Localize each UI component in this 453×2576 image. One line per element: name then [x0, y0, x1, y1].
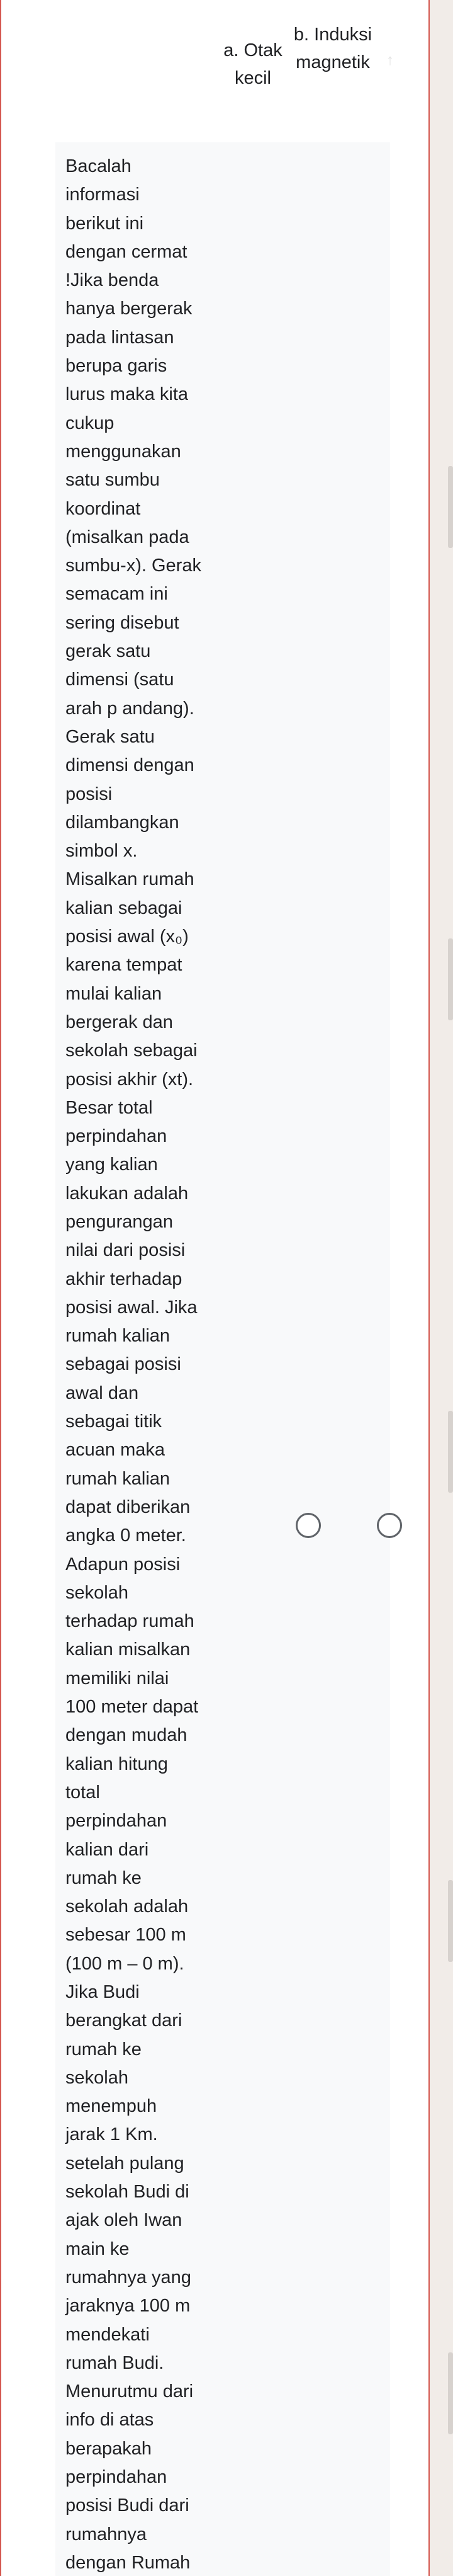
- question-line: pengurangan: [65, 1211, 173, 1232]
- question-line: sebagai titik: [65, 1411, 162, 1432]
- question-line: Menurutmu dari: [65, 2381, 194, 2402]
- scrollbar-track[interactable]: [440, 0, 453, 2576]
- question-line: rumah ke: [65, 1867, 142, 1888]
- question-line: jaraknya 100 m: [65, 2296, 191, 2317]
- question-line: kalian sebagai: [65, 898, 182, 918]
- question-line: karena tempat: [65, 955, 182, 976]
- question-line: menempuh: [65, 2096, 157, 2117]
- question-line: rumahnya yang: [65, 2267, 191, 2288]
- question-line: rumah Budi.: [65, 2352, 164, 2373]
- question-line: Besar total: [65, 1097, 153, 1118]
- question-line: yang kalian: [65, 1154, 158, 1175]
- question-line: semacam ini: [65, 584, 168, 605]
- question-line: sering disebut: [65, 612, 179, 633]
- question-line: berapakah: [65, 2438, 152, 2459]
- question-line: berupa garis: [65, 356, 167, 377]
- question-line: sekolah sebagai: [65, 1040, 198, 1061]
- question-line: pada lintasan: [65, 327, 174, 348]
- question-line: posisi awal. Jika: [65, 1297, 198, 1318]
- question-line: memiliki nilai: [65, 1668, 169, 1689]
- question-line: akhir terhadap: [65, 1268, 182, 1289]
- question-line: sekolah: [65, 2067, 128, 2088]
- question-line: kalian dari: [65, 1839, 149, 1860]
- question-line: dengan cermat: [65, 241, 187, 262]
- question-line: rumah kalian: [65, 1468, 171, 1489]
- question-line: sekolah Budi di: [65, 2182, 189, 2203]
- question-line: hanya bergerak: [65, 299, 193, 319]
- question-line: Jika Budi: [65, 1982, 140, 2002]
- question-line: jarak 1 Km.: [65, 2124, 158, 2145]
- grid-row: [55, 142, 390, 2576]
- question-line: dilambangkan: [65, 812, 179, 833]
- question-line: mulai kalian: [65, 983, 162, 1004]
- radio-option-b[interactable]: [377, 1513, 402, 1538]
- question-line: dapat diberikan: [65, 1496, 191, 1517]
- question-line: perpindahan: [65, 1126, 167, 1147]
- question-line: posisi awal (x₀): [65, 926, 189, 947]
- question-line: sekolah adalah: [65, 1896, 189, 1917]
- question-line: nilai dari posisi: [65, 1240, 186, 1261]
- question-line: awal dan: [65, 1382, 139, 1403]
- scrollbar-thumb[interactable]: [448, 1880, 453, 1962]
- question-line: dengan mudah: [65, 1725, 187, 1746]
- question-line: setelah pulang: [65, 2153, 184, 2174]
- question-line: lakukan adalah: [65, 1183, 189, 1204]
- question-line: angka 0 meter.: [65, 1525, 186, 1546]
- question-line: posisi akhir (xt).: [65, 1069, 194, 1090]
- question-line: (100 m – 0 m).: [65, 1953, 184, 1974]
- question-line: dimensi dengan: [65, 755, 194, 776]
- row-label-text: [65, 152, 223, 2576]
- question-line: satu sumbu: [65, 470, 160, 491]
- radio-option-a[interactable]: [296, 1513, 321, 1538]
- scrollbar-thumb[interactable]: [448, 938, 453, 1020]
- question-line: kalian hitung: [65, 1753, 168, 1774]
- question-line: perpindahan: [65, 2467, 167, 2488]
- question-line: gerak satu: [65, 641, 151, 662]
- question-line: lurus maka kita: [65, 384, 189, 405]
- question-line: rumah kalian: [65, 1326, 171, 1347]
- question-line: 100 meter dapat: [65, 1697, 199, 1718]
- question-line: ajak oleh Iwan: [65, 2210, 182, 2231]
- question-line: acuan maka: [65, 1440, 165, 1461]
- question-line: bergerak dan: [65, 1012, 173, 1032]
- scrollbar-thumb[interactable]: [448, 1411, 453, 1493]
- question-line: terhadap rumah: [65, 1611, 194, 1632]
- question-line: Misalkan rumah: [65, 869, 194, 890]
- column-header-b: b. Induksi magnetik: [293, 25, 372, 72]
- question-line: arah p andang).: [65, 698, 194, 719]
- question-line: cukup: [65, 413, 115, 433]
- question-line: sekolah: [65, 1582, 128, 1603]
- question-line: sebagai posisi: [65, 1354, 181, 1375]
- column-header-a: a. Otak kecil: [223, 40, 282, 88]
- scroll-up-arrow-icon[interactable]: ↑: [386, 52, 394, 69]
- question-line: !Jika benda: [65, 270, 159, 291]
- question-line: sebesar 100 m: [65, 1925, 186, 1946]
- question-line: dengan Rumah: [65, 2552, 191, 2573]
- question-line: total: [65, 1782, 100, 1803]
- question-line: posisi Budi dari: [65, 2495, 189, 2516]
- question-line: perpindahan: [65, 1811, 167, 1832]
- question-line: mendekati: [65, 2324, 150, 2345]
- question-line: main ke: [65, 2238, 130, 2259]
- question-line: berikut ini: [65, 213, 144, 234]
- question-line: Bacalah: [65, 156, 131, 176]
- question-line: koordinat: [65, 498, 141, 519]
- question-line: Gerak satu: [65, 726, 155, 747]
- question-line: informasi: [65, 185, 140, 205]
- question-line: sumbu-x). Gerak: [65, 556, 201, 576]
- question-line: kalian misalkan: [65, 1639, 191, 1660]
- question-line: menggunakan: [65, 441, 181, 462]
- question-line: rumah ke: [65, 2039, 142, 2060]
- question-line: (misalkan pada: [65, 527, 189, 547]
- scrollbar-thumb[interactable]: [448, 2352, 453, 2434]
- question-line: Adapun posisi: [65, 1554, 181, 1575]
- question-line: dimensi (satu: [65, 670, 174, 690]
- scrollbar-thumb[interactable]: [448, 466, 453, 548]
- question-line: simbol x.: [65, 841, 138, 862]
- question-line: rumahnya: [65, 2524, 147, 2545]
- question-line: posisi: [65, 784, 113, 804]
- question-line: info di atas: [65, 2410, 154, 2431]
- question-line: berangkat dari: [65, 2010, 182, 2031]
